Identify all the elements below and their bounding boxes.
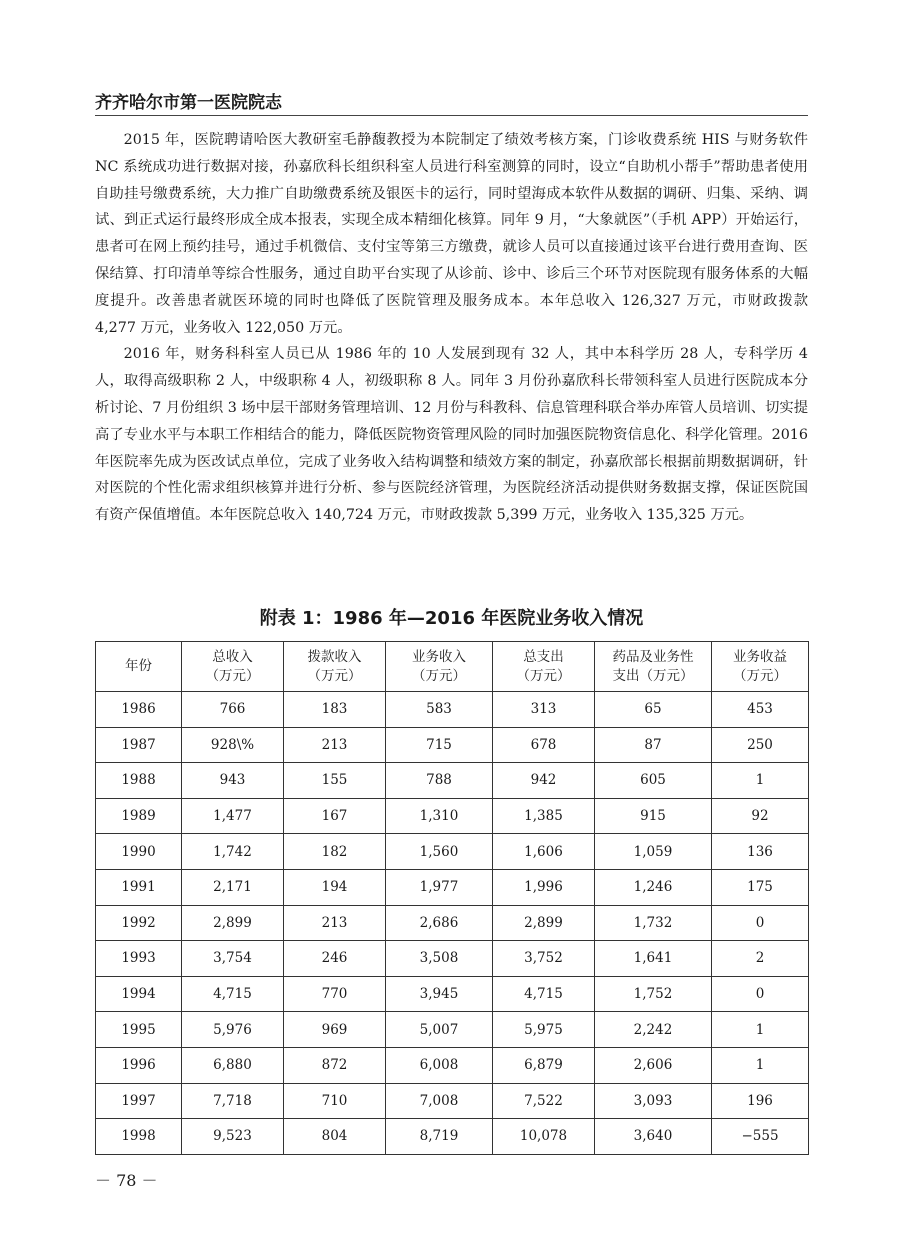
- cell-total-expenditure: 6,879: [493, 1047, 595, 1083]
- cell-total-income: 928\%: [182, 727, 284, 763]
- cell-business-profit: 250: [712, 727, 809, 763]
- cell-drug-business-expenditure: 87: [595, 727, 712, 763]
- cell-appropriation-income: 194: [284, 869, 386, 905]
- header-line: （万元）: [733, 667, 787, 684]
- table-row: [96, 1119, 809, 1155]
- cell-drug-business-expenditure: 3,640: [595, 1119, 712, 1155]
- table-row: [96, 692, 809, 728]
- header-line: 总支出: [523, 648, 564, 665]
- table-row: [96, 976, 809, 1012]
- header-divider: [95, 115, 808, 116]
- cell-drug-business-expenditure: 3,093: [595, 1083, 712, 1119]
- cell-business-profit: 453: [712, 692, 809, 728]
- cell-appropriation-income: 770: [284, 976, 386, 1012]
- cell-total-income: 4,715: [182, 976, 284, 1012]
- cell-appropriation-income: 804: [284, 1119, 386, 1155]
- table-row: [96, 727, 809, 763]
- header-line: 业务收益: [733, 648, 787, 665]
- cell-business-profit: 175: [712, 869, 809, 905]
- cell-year: 1991: [96, 869, 182, 905]
- cell-total-expenditure: 7,522: [493, 1083, 595, 1119]
- cell-total-income: 1,477: [182, 798, 284, 834]
- cell-business-profit: 136: [712, 834, 809, 870]
- cell-drug-business-expenditure: 1,246: [595, 869, 712, 905]
- cell-drug-business-expenditure: 1,752: [595, 976, 712, 1012]
- cell-business-income: 1,560: [386, 834, 493, 870]
- cell-year: 1992: [96, 905, 182, 941]
- cell-business-income: 715: [386, 727, 493, 763]
- table-row: [96, 941, 809, 977]
- header-business-income: [386, 642, 493, 692]
- header-business-profit: [712, 642, 809, 692]
- cell-total-expenditure: 2,899: [493, 905, 595, 941]
- header-total-income: [182, 642, 284, 692]
- cell-year: 1996: [96, 1047, 182, 1083]
- cell-year: 1988: [96, 763, 182, 799]
- cell-appropriation-income: 167: [284, 798, 386, 834]
- header-line: 总收入: [212, 648, 253, 665]
- cell-business-profit: 92: [712, 798, 809, 834]
- cell-business-income: 788: [386, 763, 493, 799]
- table-row: [96, 798, 809, 834]
- header-year: [96, 642, 182, 692]
- header-line: 拨款收入: [307, 648, 362, 665]
- cell-drug-business-expenditure: 1,732: [595, 905, 712, 941]
- cell-appropriation-income: 246: [284, 941, 386, 977]
- cell-drug-business-expenditure: 65: [595, 692, 712, 728]
- cell-year: 1993: [96, 941, 182, 977]
- cell-drug-business-expenditure: 1,059: [595, 834, 712, 870]
- cell-business-profit: 0: [712, 976, 809, 1012]
- table-row: [96, 1012, 809, 1048]
- cell-total-income: 5,976: [182, 1012, 284, 1048]
- header-line: （万元）: [205, 667, 260, 684]
- cell-year: 1987: [96, 727, 182, 763]
- cell-drug-business-expenditure: 2,242: [595, 1012, 712, 1048]
- cell-total-income: 2,171: [182, 869, 284, 905]
- table-row: [96, 1083, 809, 1119]
- cell-total-expenditure: 10,078: [493, 1119, 595, 1155]
- cell-business-profit: 1: [712, 1047, 809, 1083]
- cell-year: 1997: [96, 1083, 182, 1119]
- header-line: （万元）: [307, 667, 362, 684]
- cell-total-expenditure: 4,715: [493, 976, 595, 1012]
- cell-business-profit: 1: [712, 763, 809, 799]
- cell-total-income: 7,718: [182, 1083, 284, 1119]
- cell-appropriation-income: 213: [284, 905, 386, 941]
- cell-year: 1986: [96, 692, 182, 728]
- cell-total-expenditure: 1,996: [493, 869, 595, 905]
- cell-total-income: 2,899: [182, 905, 284, 941]
- cell-drug-business-expenditure: 605: [595, 763, 712, 799]
- cell-drug-business-expenditure: 1,641: [595, 941, 712, 977]
- cell-year: 1989: [96, 798, 182, 834]
- cell-appropriation-income: 872: [284, 1047, 386, 1083]
- cell-total-income: 943: [182, 763, 284, 799]
- cell-appropriation-income: 213: [284, 727, 386, 763]
- header-total-expenditure: [493, 642, 595, 692]
- cell-year: 1990: [96, 834, 182, 870]
- header-line: （万元）: [412, 667, 466, 684]
- running-header: 齐齐哈尔市第一医院院志: [95, 93, 282, 113]
- cell-appropriation-income: 182: [284, 834, 386, 870]
- cell-year: 1994: [96, 976, 182, 1012]
- cell-total-expenditure: 1,385: [493, 798, 595, 834]
- cell-total-expenditure: 313: [493, 692, 595, 728]
- cell-drug-business-expenditure: 2,606: [595, 1047, 712, 1083]
- cell-appropriation-income: 710: [284, 1083, 386, 1119]
- cell-total-income: 6,880: [182, 1047, 284, 1083]
- table-row: [96, 869, 809, 905]
- table-row: [96, 834, 809, 870]
- cell-drug-business-expenditure: 915: [595, 798, 712, 834]
- cell-business-profit: 2: [712, 941, 809, 977]
- cell-business-profit: 0: [712, 905, 809, 941]
- cell-total-income: 9,523: [182, 1119, 284, 1155]
- table-header-row: [96, 642, 809, 692]
- cell-total-income: 766: [182, 692, 284, 728]
- cell-total-expenditure: 5,975: [493, 1012, 595, 1048]
- table-row: [96, 1047, 809, 1083]
- table-row: [96, 905, 809, 941]
- cell-year: 1995: [96, 1012, 182, 1048]
- paragraph-2015: 2015 年，医院聘请哈医大教研室毛静馥教授为本院制定了绩效考核方案，门诊收费系统 HIS 与财务软件 NC 系统成功进行数据对接，孙嘉欣科长组织科室人员进行科室测算的同时，设立“自助机小帮手”帮助患者使用自助挂号缴费系统，大力推广自助缴费系统及银医卡的运行，同时望海成本软件从数据的调研、归集、采纳、调试、到正式运行最终形成全成本报表，实现全成本精细化核算。同年 9 月，“大象就医”（手机 APP）开始运行，患者可在网上预约挂号，通过手机微信、支付宝等第三方缴费，就诊人员可以直接通过该平台进行费用查询、医保结算、打印清单等综合性服务，通过自助平台实现了从诊前、诊中、诊后三个环节对医院现有服务体系的大幅度提升。改善患者就医环境的同时也降低了医院管理及服务成本。本年总收入 126,327 万元，市财政拨款 4,277 万元，业务收入 122,050 万元。: [95, 132, 808, 336]
- page-number: － 78 －: [95, 1171, 158, 1190]
- header-line: 年份: [125, 658, 152, 674]
- cell-business-income: 5,007: [386, 1012, 493, 1048]
- header-line: 药品及业务性: [612, 648, 694, 665]
- cell-business-profit: 196: [712, 1083, 809, 1119]
- cell-appropriation-income: 183: [284, 692, 386, 728]
- cell-business-income: 2,686: [386, 905, 493, 941]
- cell-business-income: 583: [386, 692, 493, 728]
- header-line: 支出（万元）: [612, 667, 694, 684]
- cell-appropriation-income: 969: [284, 1012, 386, 1048]
- cell-business-income: 8,719: [386, 1119, 493, 1155]
- cell-business-profit: 1: [712, 1012, 809, 1048]
- cell-total-income: 3,754: [182, 941, 284, 977]
- body-text: [95, 127, 808, 529]
- header-appropriation-income: [284, 642, 386, 692]
- header-line: 业务收入: [412, 648, 466, 665]
- cell-business-income: 6,008: [386, 1047, 493, 1083]
- cell-business-income: 1,977: [386, 869, 493, 905]
- cell-total-expenditure: 678: [493, 727, 595, 763]
- table-body: [96, 692, 809, 1155]
- cell-total-expenditure: 3,752: [493, 941, 595, 977]
- cell-business-income: 3,508: [386, 941, 493, 977]
- cell-business-profit: −555: [712, 1119, 809, 1155]
- table-row: [96, 763, 809, 799]
- cell-appropriation-income: 155: [284, 763, 386, 799]
- cell-business-income: 3,945: [386, 976, 493, 1012]
- cell-year: 1998: [96, 1119, 182, 1155]
- cell-business-income: 7,008: [386, 1083, 493, 1119]
- paragraph-2016: 2016 年，财务科科室人员已从 1986 年的 10 人发展到现有 32 人，其中本科学历 28 人，专科学历 4 人，取得高级职称 2 人，中级职称 4 人，初级职称 8 人。同年 3 月份孙嘉欣科长带领科室人员进行医院成本分析讨论、7 月份组织 3 场中层干部财务管理培训、12 月份与科教科、信息管理科联合举办库管人员培训、切实提高了专业水平与本职工作相结合的能力，降低医院物资管理风险的同时加强医院物资信息化、科学化管理。2016 年医院率先成为医改试点单位，完成了业务收入结构调整和绩效方案的制定，孙嘉欣部长根据前期数据调研，针对医院的个性化需求组织核算并进行分析、参与医院经济管理，为医院经济活动提供财务数据支撑，保证医院国有资产保值增值。本年医院总收入 140,724 万元，市财政拨款 5,399 万元，业务收入 135,325 万元。: [95, 346, 808, 524]
- revenue-table: [95, 641, 809, 1155]
- cell-business-income: 1,310: [386, 798, 493, 834]
- header-line: （万元）: [516, 667, 571, 684]
- table-title: 附表 1：1986 年—2016 年医院业务收入情况: [259, 608, 644, 629]
- cell-total-expenditure: 1,606: [493, 834, 595, 870]
- header-drug-business-expenditure: [595, 642, 712, 692]
- cell-total-income: 1,742: [182, 834, 284, 870]
- cell-total-expenditure: 942: [493, 763, 595, 799]
